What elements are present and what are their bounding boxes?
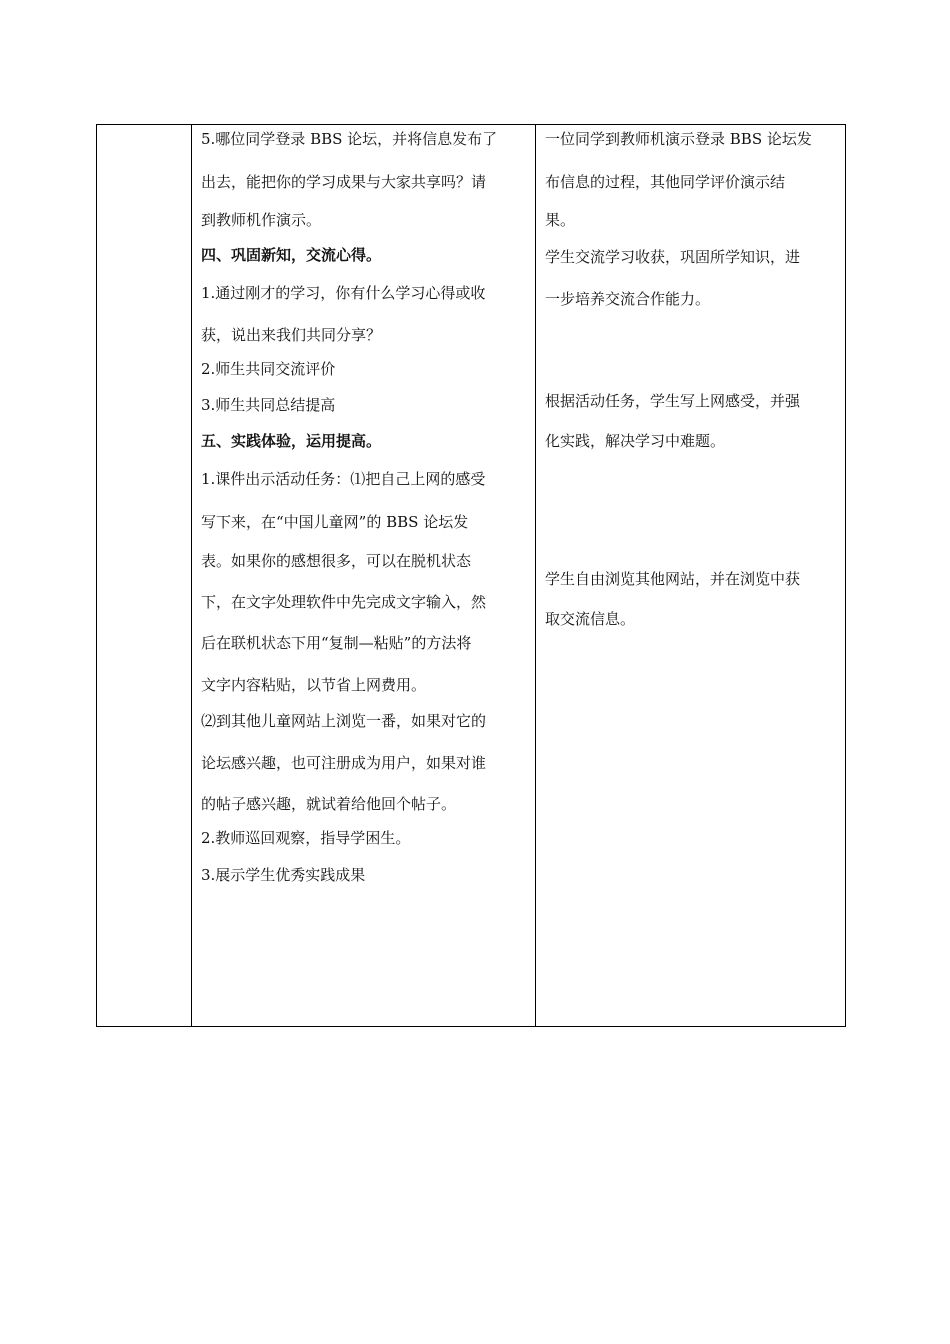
student-line: 一位同学到教师机演示登录 BBS 论坛发 [545,130,812,148]
teacher-line: 3.展示学生优秀实践成果 [201,866,366,884]
teacher-line: 写下来，在“中国儿童网”的 BBS 论坛发 [201,513,469,531]
teacher-line: 5.哪位同学登录 BBS 论坛，并将信息发布了 [201,130,498,148]
teacher-line: 获，说出来我们共同分享？ [201,326,382,344]
column-divider-1 [191,125,192,1026]
teacher-line: 1.通过刚才的学习，你有什么学习心得或收 [201,284,486,302]
teacher-line: 3.师生共同总结提高 [201,396,336,414]
student-line: 取交流信息。 [545,610,636,628]
teacher-line: 下，在文字处理软件中先完成文字输入，然 [201,593,487,611]
teacher-line: 的帖子感兴趣，就试着给他回个帖子。 [201,795,457,813]
student-line: 学生交流学习收获，巩固所学知识，进 [545,248,801,266]
teacher-line: ⑵到其他儿童网站上浏览一番，如果对它的 [201,712,487,730]
teacher-line: 到教师机作演示。 [201,211,322,229]
teacher-line: 文字内容粘贴，以节省上网费用。 [201,676,427,694]
teacher-line: 1.课件出示活动任务：⑴把自己上网的感受 [201,470,486,488]
lesson-table [96,124,846,1027]
teacher-line: 2.师生共同交流评价 [201,360,336,378]
student-line: 一步培养交流合作能力。 [545,290,711,308]
teacher-line: 表。如果你的感想很多，可以在脱机状态 [201,552,472,570]
student-line: 根据活动任务，学生写上网感受，并强 [545,392,801,410]
section-heading: 五、实践体验，运用提高。 [201,432,382,450]
student-line: 果。 [545,211,576,229]
teacher-line: 后在联机状态下用“复制—粘贴”的方法将 [201,634,472,652]
student-line: 布信息的过程，其他同学评价演示结 [545,173,786,191]
student-line: 化实践，解决学习中难题。 [545,432,726,450]
teacher-line: 出去，能把你的学习成果与大家共享吗？请 [201,173,487,191]
teacher-line: 论坛感兴趣，也可注册成为用户，如果对谁 [201,754,487,772]
teacher-line: 2.教师巡回观察，指导学困生。 [201,829,411,847]
student-line: 学生自由浏览其他网站，并在浏览中获 [545,570,801,588]
section-heading: 四、巩固新知，交流心得。 [201,246,382,264]
column-divider-2 [535,125,536,1026]
